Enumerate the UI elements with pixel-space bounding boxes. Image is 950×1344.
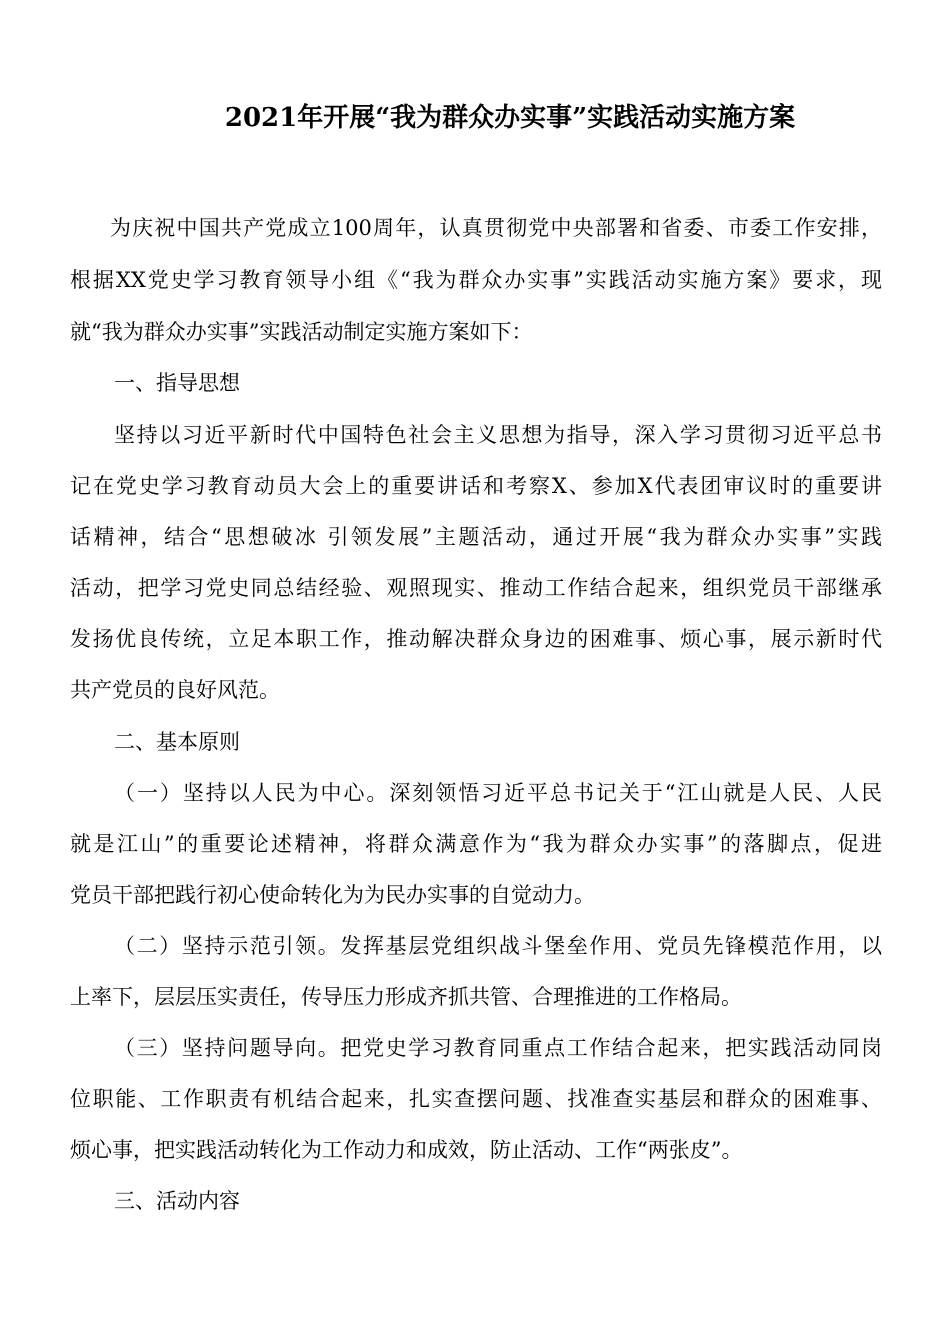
paragraph-line: 烦心事，把实践活动转化为工作动力和成效，防止活动、工作“两张皮”。 [70, 1138, 743, 1162]
document-title: 2021年开展“我为群众办实事”实践活动实施方案 [224, 103, 796, 133]
paragraph-line: 话精神，结合“思想破冰 引领发展”主题活动，通过开展“我为群众办实事”实践 [70, 525, 882, 549]
paragraph-line: （一）坚持以人民为中心。深刻领悟习近平总书记关于“江山就是人民、人民 [114, 781, 882, 805]
paragraph-line: 位职能、工作职责有机结合起来，扎实查摆问题、找准查实基层和群众的困难事、 [70, 1087, 882, 1111]
paragraph-line: 为庆祝中国共产党成立100周年，认真贯彻党中央部署和省委、市委工作安排， [110, 216, 882, 240]
paragraph-line: （二）坚持示范引领。发挥基层党组织战斗堡垒作用、党员先锋模范作用，以 [114, 934, 882, 958]
paragraph-line: 活动，把学习党史同总结经验、观照现实、推动工作结合起来，组织党员干部继承 [70, 576, 882, 600]
paragraph-line: 就“我为群众办实事”实践活动制定实施方案如下： [70, 320, 533, 344]
paragraph-line: 就是江山”的重要论述精神，将群众满意作为“我为群众办实事”的落脚点，促进 [70, 832, 882, 856]
section-heading: 二、基本原则 [114, 730, 240, 754]
section-heading: 一、指导思想 [114, 371, 240, 395]
paragraph-line: 记在党史学习教育动员大会上的重要讲话和考察X、参加X代表团审议时的重要讲 [70, 474, 882, 498]
paragraph-line: 上率下，层层压实责任，传导压力形成齐抓共管、合理推进的工作格局。 [70, 985, 742, 1009]
paragraph-line: 党员干部把践行初心使命转化为为民办实事的自觉动力。 [70, 883, 595, 907]
paragraph-line: 共产党员的良好风范。 [70, 678, 280, 702]
section-heading: 三、活动内容 [114, 1189, 240, 1213]
paragraph-line: 发扬优良传统，立足本职工作，推动解决群众身边的困难事、烦心事，展示新时代 [70, 627, 882, 651]
paragraph-line: （三）坚持问题导向。把党史学习教育同重点工作结合起来，把实践活动同岗 [114, 1036, 882, 1060]
paragraph-line: 根据XX党史学习教育领导小组《“我为群众办实事”实践活动实施方案》要求，现 [70, 268, 882, 292]
paragraph-line: 坚持以习近平新时代中国特色社会主义思想为指导，深入学习贯彻习近平总书 [114, 423, 882, 447]
